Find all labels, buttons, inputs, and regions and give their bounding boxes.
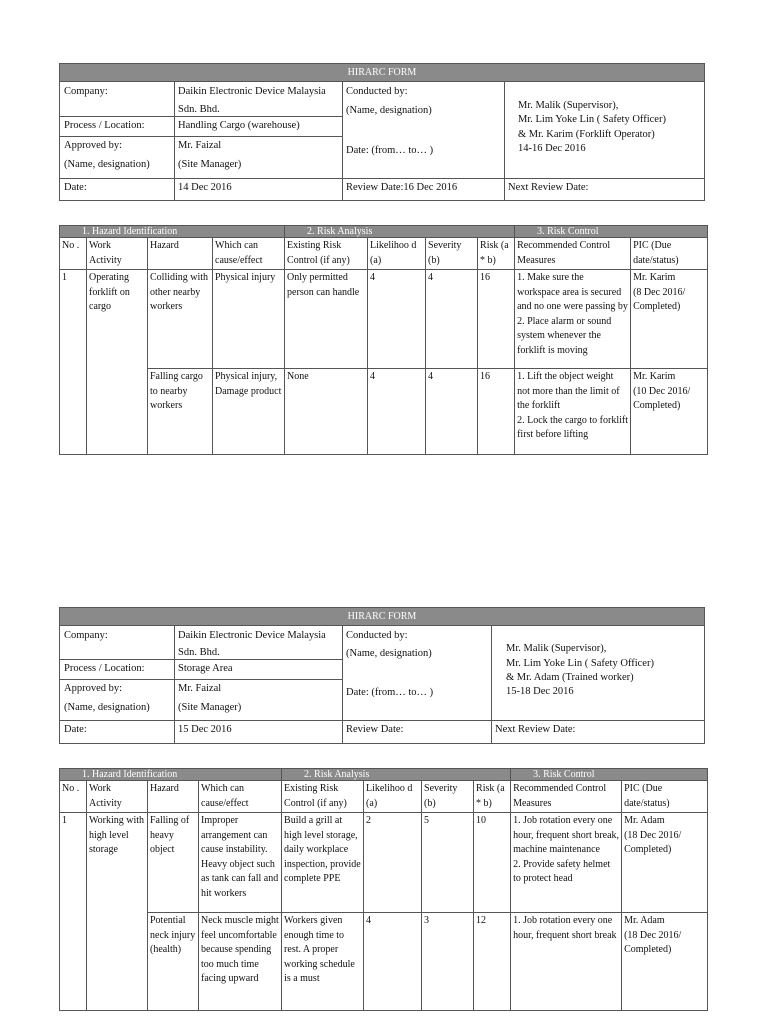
conducted-by-value-2: Mr. Lim Yoke Lin ( Safety Officer) (506, 658, 654, 669)
conducted-by-value-2: Mr. Lim Yoke Lin ( Safety Officer) (518, 114, 666, 125)
conducted-by-sublabel: (Name, designation) (346, 648, 432, 659)
approved-by-label: Approved by: (64, 683, 123, 694)
row-measures: 1. Job rotation every one hour, frequent short break (511, 913, 622, 1011)
approved-by-sublabel: (Name, designation) (64, 702, 150, 713)
row-no: 1 (60, 270, 87, 455)
hirarc-form-2 (59, 607, 705, 744)
conducted-by-label: Conducted by: (346, 630, 408, 641)
next-review-date-label: Next Review Date: (495, 724, 576, 735)
row-severity: 4 (426, 369, 478, 455)
company-value-line-1: Daikin Electronic Device Malaysia (178, 86, 326, 97)
row-likelihood: 4 (368, 369, 426, 455)
process-value: Storage Area (178, 663, 233, 674)
section-risk-control: 3. Risk Control (515, 226, 708, 238)
header-hazard: Hazard (148, 238, 213, 270)
row-measures: 1. Make sure the workspace area is secured and no one were passing by 2. Place alarm or sound system whenever the forklift is moving (515, 270, 631, 369)
row-pic: Mr. Adam (18 Dec 2016/ Completed) (622, 913, 708, 1011)
company-label: Company: (64, 630, 108, 641)
conducted-by-label: Conducted by: (346, 86, 408, 97)
header-effect: Which can cause/effect (199, 781, 282, 813)
row-likelihood: 4 (368, 270, 426, 369)
header-existing-control: Existing Risk Control (if any) (285, 238, 368, 270)
approved-by-value-1: Mr. Faizal (178, 140, 222, 151)
approved-by-value-2: (Site Manager) (178, 702, 242, 713)
conducted-by-value-4: 15-18 Dec 2016 (506, 686, 574, 697)
section-risk-analysis: 2. Risk Analysis (282, 769, 511, 781)
table-row (60, 270, 708, 369)
risk-table-1 (59, 225, 708, 455)
table-row (60, 813, 708, 913)
header-risk: Risk (a * b) (474, 781, 511, 813)
row-existing-control: None (285, 369, 368, 455)
company-value-line-2: Sdn. Bhd. (178, 104, 220, 115)
process-label: Process / Location: (64, 663, 145, 674)
process-value: Handling Cargo (warehouse) (178, 120, 300, 131)
row-risk: 10 (474, 813, 511, 913)
header-likelihood: Likelihoo d (a) (368, 238, 426, 270)
row-severity: 4 (426, 270, 478, 369)
row-risk: 16 (478, 369, 515, 455)
row-effect: Physical injury, Damage product (213, 369, 285, 455)
header-work-activity: Work Activity (87, 781, 148, 813)
header-existing-control: Existing Risk Control (if any) (282, 781, 364, 813)
row-work-activity: Working with high level storage (87, 813, 148, 1011)
row-hazard: Falling of heavy object (148, 813, 199, 913)
header-hazard: Hazard (148, 781, 199, 813)
date-value: 14 Dec 2016 (178, 182, 232, 193)
conducted-by-value-1: Mr. Malik (Supervisor), (506, 643, 607, 654)
approved-by-label: Approved by: (64, 140, 123, 151)
approved-by-value-1: Mr. Faizal (178, 683, 222, 694)
row-measures: 1. Job rotation every one hour, frequent short break, machine maintenance 2. Provide safety helmet to protect head (511, 813, 622, 913)
form-title: HIRARC FORM (60, 64, 704, 82)
section-risk-analysis: 2. Risk Analysis (285, 226, 515, 238)
row-measures: 1. Lift the object weight not more than the limit of the forklift 2. Lock the cargo to forklift first before lifting (515, 369, 631, 455)
section-risk-control: 3. Risk Control (511, 769, 708, 781)
review-date-label: Review Date: (346, 724, 404, 735)
header-effect: Which can cause/effect (213, 238, 285, 270)
form-title: HIRARC FORM (60, 608, 704, 626)
conducted-by-value-3: & Mr. Karim (Forklift Operator) (518, 129, 655, 140)
header-recommended-measures: Recommended Control Measures (511, 781, 622, 813)
row-existing-control: Workers given enough time to rest. A proper working schedule is a must (282, 913, 364, 1011)
row-existing-control: Build a grill at high level storage, daily workplace inspection, provide complete PPE (282, 813, 364, 913)
row-effect: Improper arrangement can cause instability. Heavy object such as tank can fall and hit workers (199, 813, 282, 913)
date-period-label: Date: (from… to… ) (346, 145, 434, 156)
company-value-line-2: Sdn. Bhd. (178, 647, 220, 658)
section-hazard-identification: 1. Hazard Identification (60, 226, 285, 238)
company-label: Company: (64, 86, 108, 97)
row-hazard: Colliding with other nearby workers (148, 270, 213, 369)
row-work-activity: Operating forklift on cargo (87, 270, 148, 455)
header-work-activity: Work Activity (87, 238, 148, 270)
row-pic: Mr. Adam (18 Dec 2016/ Completed) (622, 813, 708, 913)
approved-by-sublabel: (Name, designation) (64, 159, 150, 170)
row-pic: Mr. Karim (10 Dec 2016/ Completed) (631, 369, 708, 455)
table-row (60, 369, 708, 455)
conducted-by-sublabel: (Name, designation) (346, 105, 432, 116)
date-value: 15 Dec 2016 (178, 724, 232, 735)
header-no: No . (60, 238, 87, 270)
row-severity: 3 (422, 913, 474, 1011)
process-label: Process / Location: (64, 120, 145, 131)
risk-table-2 (59, 768, 708, 1011)
hirarc-form-1 (59, 63, 705, 201)
date-label: Date: (64, 182, 87, 193)
row-hazard: Potential neck injury (health) (148, 913, 199, 1011)
conducted-by-value-4: 14-16 Dec 2016 (518, 143, 586, 154)
company-value-line-1: Daikin Electronic Device Malaysia (178, 630, 326, 641)
row-hazard: Falling cargo to nearby workers (148, 369, 213, 455)
conducted-by-value-3: & Mr. Adam (Trained worker) (506, 672, 634, 683)
header-severity: Severity (b) (426, 238, 478, 270)
header-recommended-measures: Recommended Control Measures (515, 238, 631, 270)
review-date-label: Review Date:16 Dec 2016 (346, 182, 458, 193)
table-row (60, 913, 708, 1011)
header-no: No . (60, 781, 87, 813)
date-label: Date: (64, 724, 87, 735)
row-severity: 5 (422, 813, 474, 913)
header-pic: PIC (Due date/status) (622, 781, 708, 813)
row-likelihood: 2 (364, 813, 422, 913)
date-period-label: Date: (from… to… ) (346, 687, 434, 698)
header-pic: PIC (Due date/status) (631, 238, 708, 270)
row-no: 1 (60, 813, 87, 1011)
conducted-by-value-1: Mr. Malik (Supervisor), (518, 100, 619, 111)
approved-by-value-2: (Site Manager) (178, 159, 242, 170)
row-effect: Neck muscle might feel uncomfortable because spending too much time facing upward (199, 913, 282, 1011)
row-risk: 12 (474, 913, 511, 1011)
section-hazard-identification: 1. Hazard Identification (60, 769, 282, 781)
row-effect: Physical injury (213, 270, 285, 369)
row-pic: Mr. Karim (8 Dec 2016/ Completed) (631, 270, 708, 369)
row-existing-control: Only permitted person can handle (285, 270, 368, 369)
header-severity: Severity (b) (422, 781, 474, 813)
header-risk: Risk (a * b) (478, 238, 515, 270)
next-review-date-label: Next Review Date: (508, 182, 589, 193)
header-likelihood: Likelihoo d (a) (364, 781, 422, 813)
row-likelihood: 4 (364, 913, 422, 1011)
row-risk: 16 (478, 270, 515, 369)
